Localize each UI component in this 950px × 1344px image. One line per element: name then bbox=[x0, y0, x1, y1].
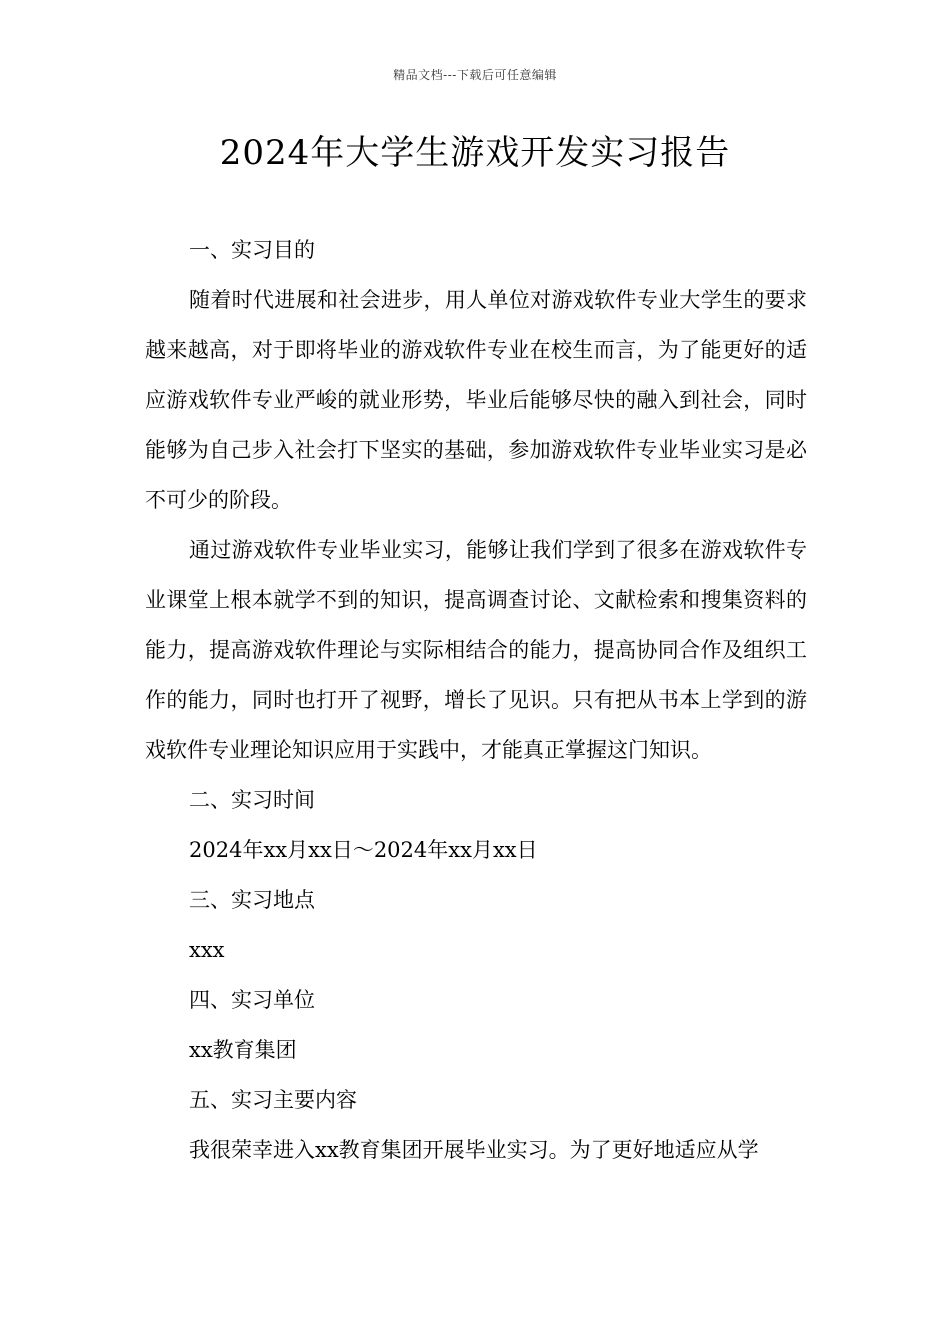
paragraph-content-1: 我很荣幸进入xx教育集团开展毕业实习。为了更好地适应从学 bbox=[189, 1138, 759, 1162]
header-note: 精品文档---下载后可任意编辑 bbox=[393, 68, 557, 82]
document-body bbox=[145, 225, 807, 1175]
paragraph-purpose-1: 随着时代进展和社会进步，用人单位对游戏软件专业大学生的要求越来越高，对于即将毕业的游戏软件专业在校生而言，为了能更好的适应游戏软件专业严峻的就业形势，毕业后能够尽快的融入到社会，同时能够为自己步入社会打下坚实的基础，参加游戏软件专业毕业实习是必不可少的阶段。 bbox=[145, 288, 807, 512]
internship-location-value: xxx bbox=[189, 938, 225, 962]
internship-organization-value: xx教育集团 bbox=[189, 1038, 297, 1062]
document-title: 2024年大学生游戏开发实习报告 bbox=[219, 133, 731, 173]
section-heading-organization: 四、实习单位 bbox=[189, 988, 315, 1012]
section-heading-time: 二、实习时间 bbox=[189, 788, 315, 812]
internship-time-value: 2024年xx月xx日～2024年xx月xx日 bbox=[189, 838, 538, 862]
section-heading-content: 五、实习主要内容 bbox=[189, 1088, 357, 1112]
section-heading-location: 三、实习地点 bbox=[189, 888, 315, 912]
section-heading-purpose: 一、实习目的 bbox=[189, 238, 315, 262]
paragraph-purpose-2: 通过游戏软件专业毕业实习，能够让我们学到了很多在游戏软件专业课堂上根本就学不到的知识，提高调查讨论、文献检索和搜集资料的能力，提高游戏软件理论与实际相结合的能力，提高协同合作及组织工作的能力，同时也打开了视野，增长了见识。只有把从书本上学到的游戏软件专业理论知识应用于实践中，才能真正掌握这门知识。 bbox=[145, 538, 807, 762]
